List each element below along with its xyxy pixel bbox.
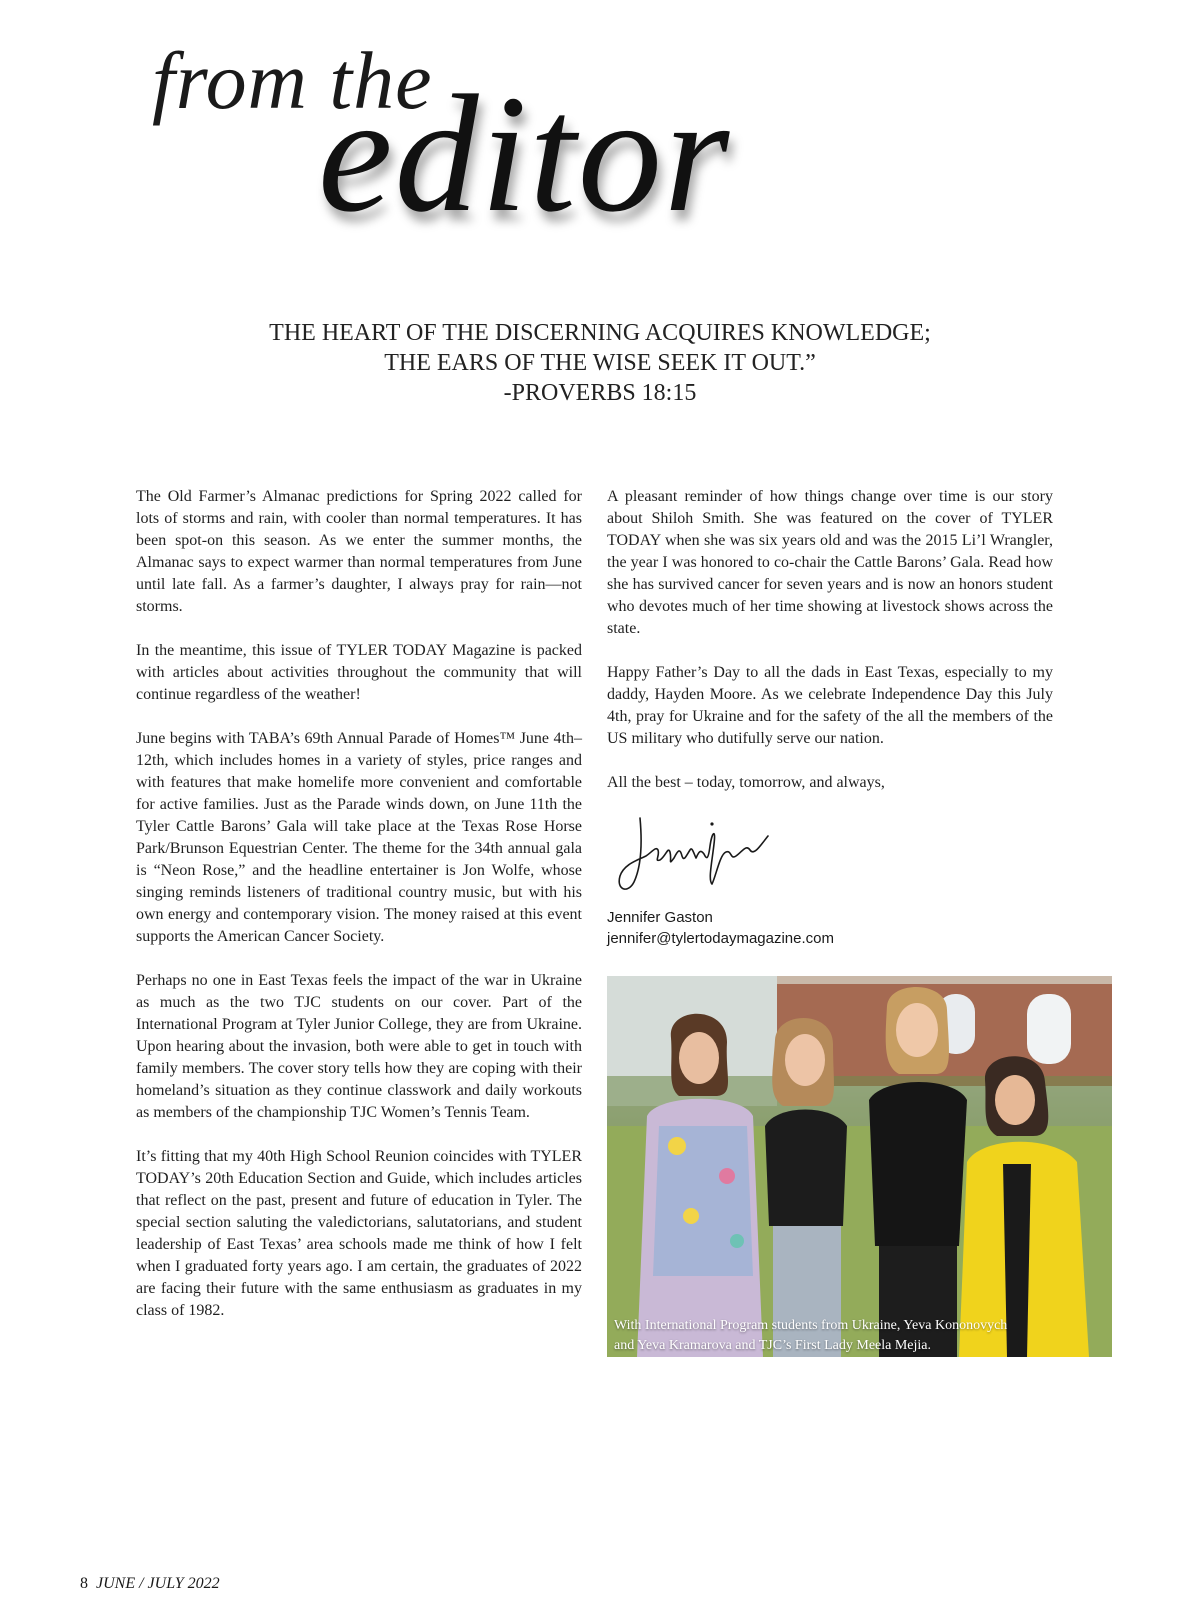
group-photo xyxy=(607,976,1112,1357)
header-editor: editor xyxy=(318,61,732,247)
caption-line-1: With International Program students from Ukraine, Yeva Kononovych xyxy=(614,1318,1008,1333)
paragraph: The Old Farmer’s Almanac predictions for Spring 2022 called for lots of storms and rain, with cooler than normal temperatures. It has been spot-on this season. As we enter the summer months, the Almanac says to expect warmer than normal temperatures from June until late fall. As a farmer’s daughter, I always pray for rain—not storms. xyxy=(136,488,582,615)
right-column xyxy=(607,486,1053,816)
header-from-the: from the xyxy=(152,35,433,126)
paragraph: A pleasant reminder of how things change over time is our story about Shiloh Smith. She was featured on the cover of TYLER TODAY when she was six years old and was the 2015 Li’l Wrangler, the year I was honored to co-chair the Cattle Barons’ Gala. Read how she has survived cancer for seven years and is now an honors student who devotes much of her time showing at livestock shows across the state. xyxy=(607,488,1053,637)
paragraph: Perhaps no one in East Texas feels the impact of the war in Ukraine as much as the two TJC students on our cover. Part of the International Program at Tyler Junior College, they are from Ukraine. Upon hearing about the invasion, both were able to get in touch with family members. The cover story tells how they are coping with their homeland’s situation as they continue classwork and daily workouts as members of the championship TJC Women’s Tennis Team. xyxy=(136,972,582,1121)
quote-line-2: THE EARS OF THE WISE SEEK IT OUT.” xyxy=(384,350,816,376)
quote-line-1: THE HEART OF THE DISCERNING ACQUIRES KNOWLEDGE; xyxy=(269,320,931,346)
scripture-quote xyxy=(150,318,1050,408)
paragraph: June begins with TABA’s 69th Annual Parade of Homes™ June 4th–12th, which includes homes in a variety of styles, price ranges and with features that make homelife more convenient and comfortable for active families. Just as the Parade winds down, on June 11th the Tyler Cattle Barons’ Gala will take place at the Texas Rose Horse Park/Brunson Equestrian Center. The theme for the 34th annual gala is “Neon Rose,” and the headline entertainer is Jon Wolfe, whose singing reminds listeners of traditional country music, but with his own energy and contemporary vision. The money raised at this event supports the American Cancer Society. xyxy=(136,730,582,945)
quote-citation: -PROVERBS 18:15 xyxy=(503,380,697,406)
paragraph: All the best – today, tomorrow, and always, xyxy=(607,774,885,791)
paragraph: It’s fitting that my 40th High School Reunion coincides with TYLER TODAY’s 20th Education Section and Guide, which includes articles that reflect on the past, present and future of education in Tyler. The special section saluting the valedictorians, salutatorians, and student leadership of East Texas’ area schools made me think of how I felt when I graduated forty years ago. I am certain, the graduates of 2022 are facing their future with the same enthusiasm as graduates in my class of 1982. xyxy=(136,1148,582,1319)
paragraph: Happy Father’s Day to all the dads in East Texas, especially to my daddy, Hayden Moore. As we celebrate Independence Day this July 4th, pray for Ukraine and for the safety of the all the members of the US military who dutifully serve our nation. xyxy=(607,664,1053,747)
photo-illustration xyxy=(607,976,1112,1357)
page-number: 8 xyxy=(80,1575,88,1592)
page-footer xyxy=(80,1575,220,1593)
editor-email: jennifer@tylertodaymagazine.com xyxy=(607,930,834,947)
photo-caption xyxy=(614,1316,1084,1356)
paragraph: In the meantime, this issue of TYLER TODAY Magazine is packed with articles about activities throughout the community that will continue regardless of the weather! xyxy=(136,642,582,703)
handwritten-signature xyxy=(612,810,782,900)
caption-line-2: and Yeva Kramarova and TJC’s First Lady Meela Mejia. xyxy=(614,1338,932,1353)
editor-name: Jennifer Gaston xyxy=(607,909,713,926)
issue-date: JUNE / JULY 2022 xyxy=(96,1575,220,1592)
left-column xyxy=(136,486,582,1344)
